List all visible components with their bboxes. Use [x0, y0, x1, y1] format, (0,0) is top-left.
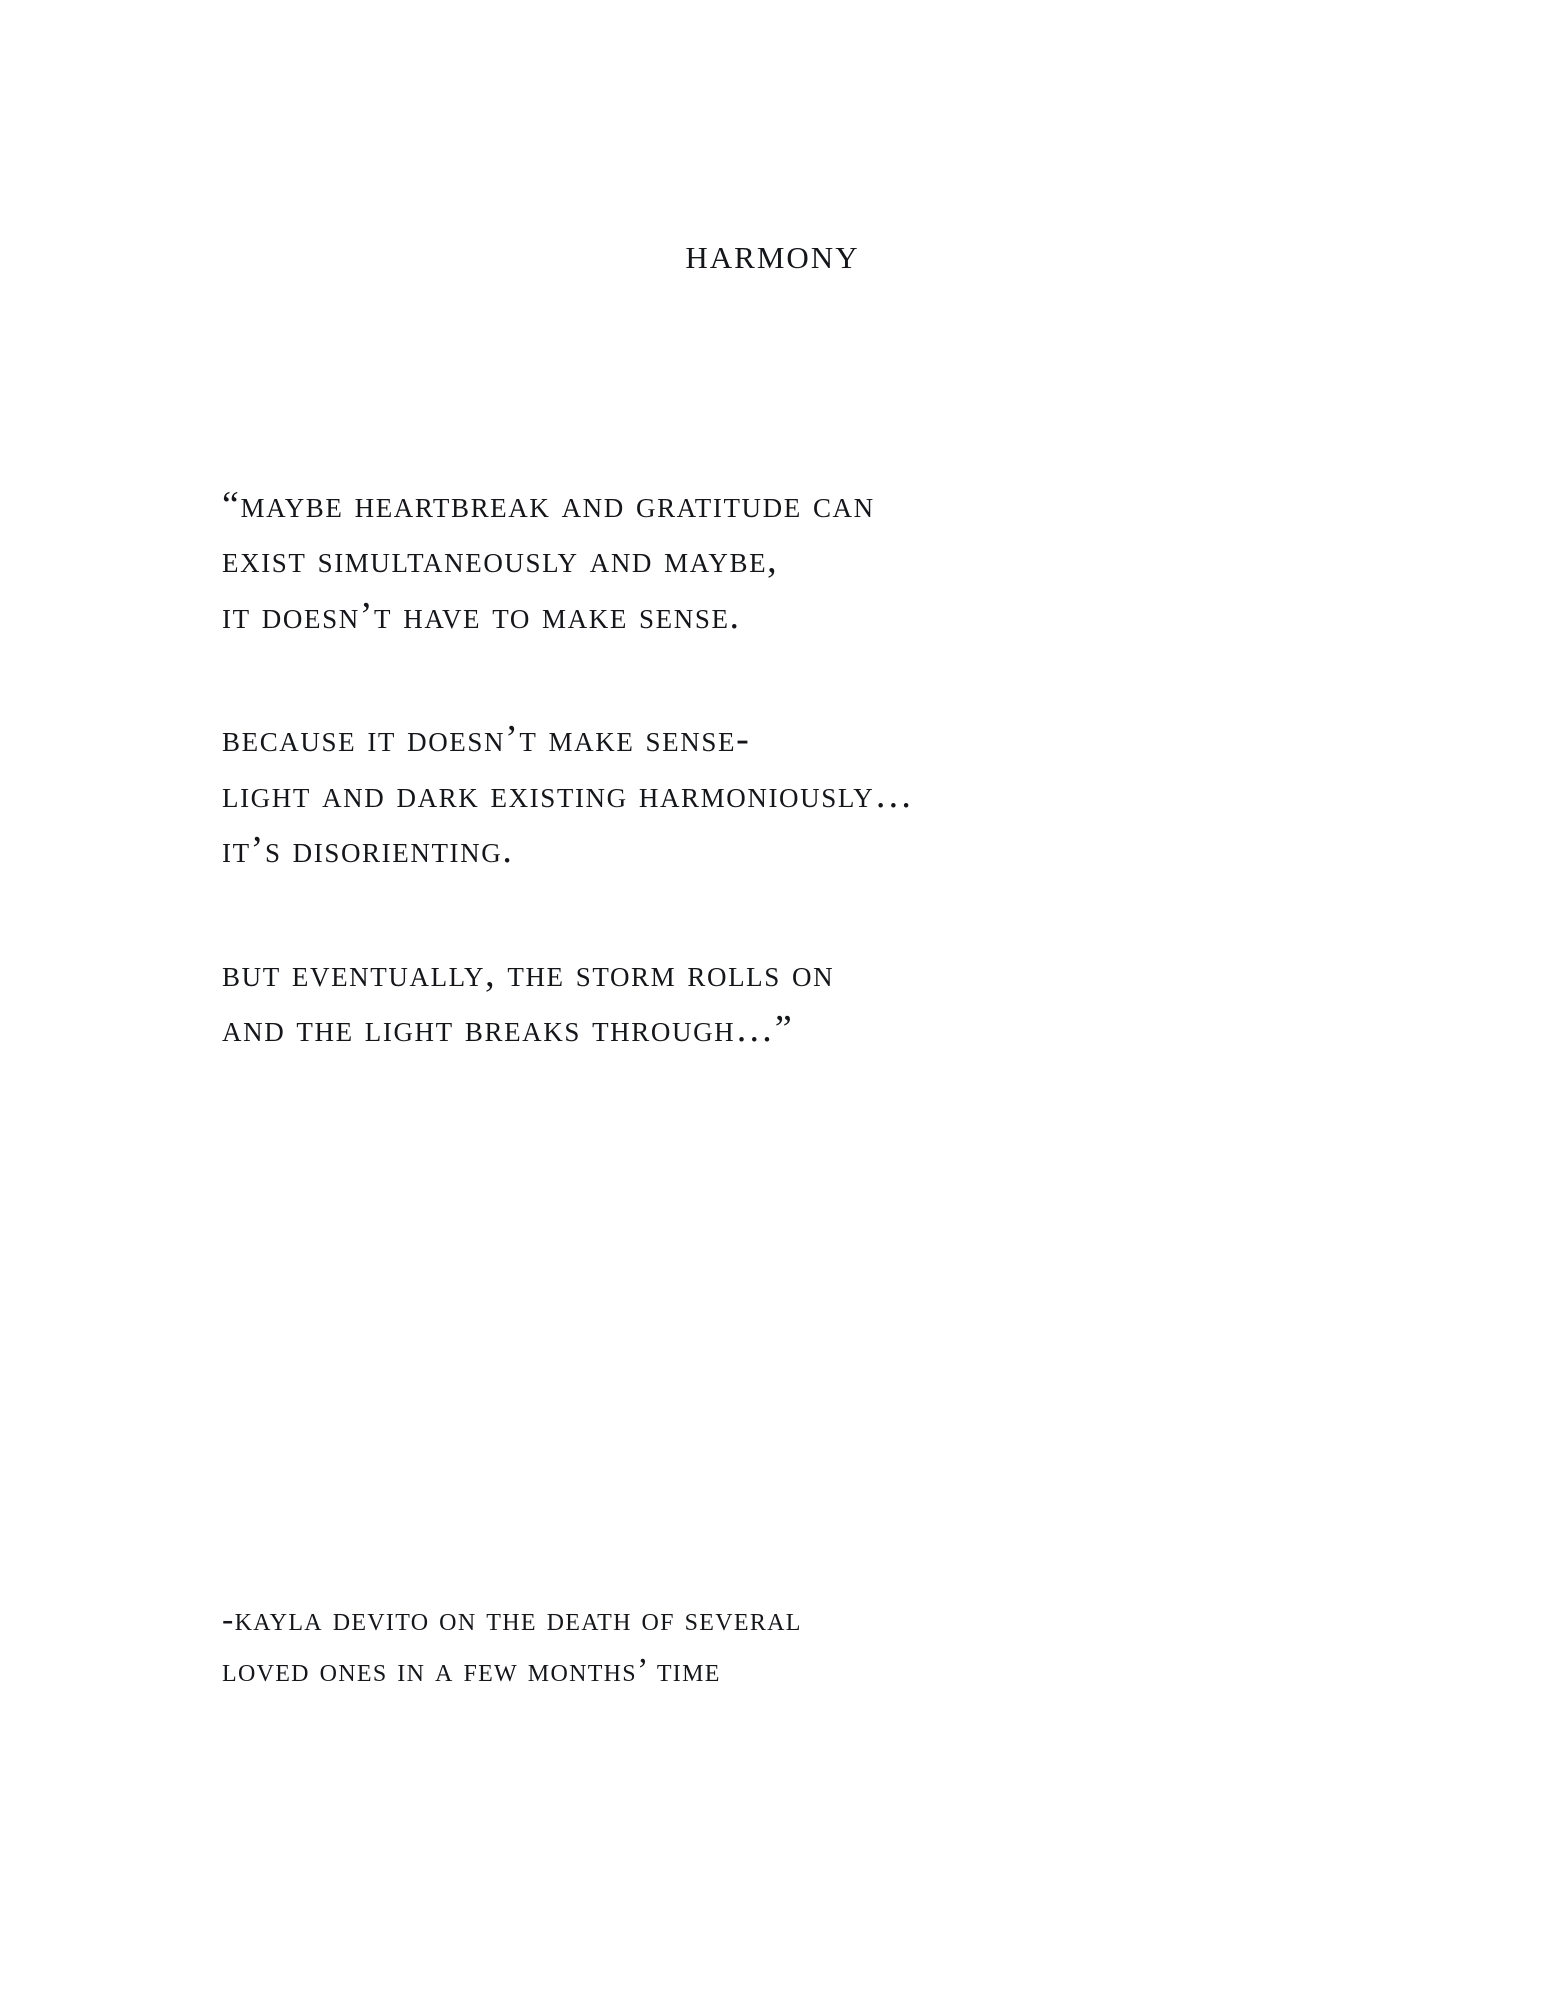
poem-line: because it doesn’t make sense-	[222, 718, 751, 761]
stanza-two	[222, 712, 1302, 878]
stanza-one	[222, 478, 1302, 644]
attribution-line: loved ones in a few months’ time	[222, 1652, 721, 1689]
poem-line: “maybe heartbreak and gratitude can	[222, 484, 875, 526]
attribution	[222, 1594, 1302, 1696]
poem-line: light and dark existing harmoniously…	[222, 773, 914, 816]
poem-line: it doesn’t have to make sense.	[222, 594, 741, 637]
poem-line: exist simultaneously and maybe,	[222, 539, 779, 582]
poem-line: and the light breaks through…”	[222, 1008, 794, 1051]
stanza-three	[222, 947, 1302, 1058]
poem-line: but eventually, the storm rolls on	[222, 952, 835, 995]
poem-line: it’s disorienting.	[222, 829, 514, 872]
page-title: harmony	[685, 229, 860, 278]
attribution-line: -kayla devito on the death of several	[222, 1601, 802, 1638]
poem-body	[222, 478, 1302, 1126]
